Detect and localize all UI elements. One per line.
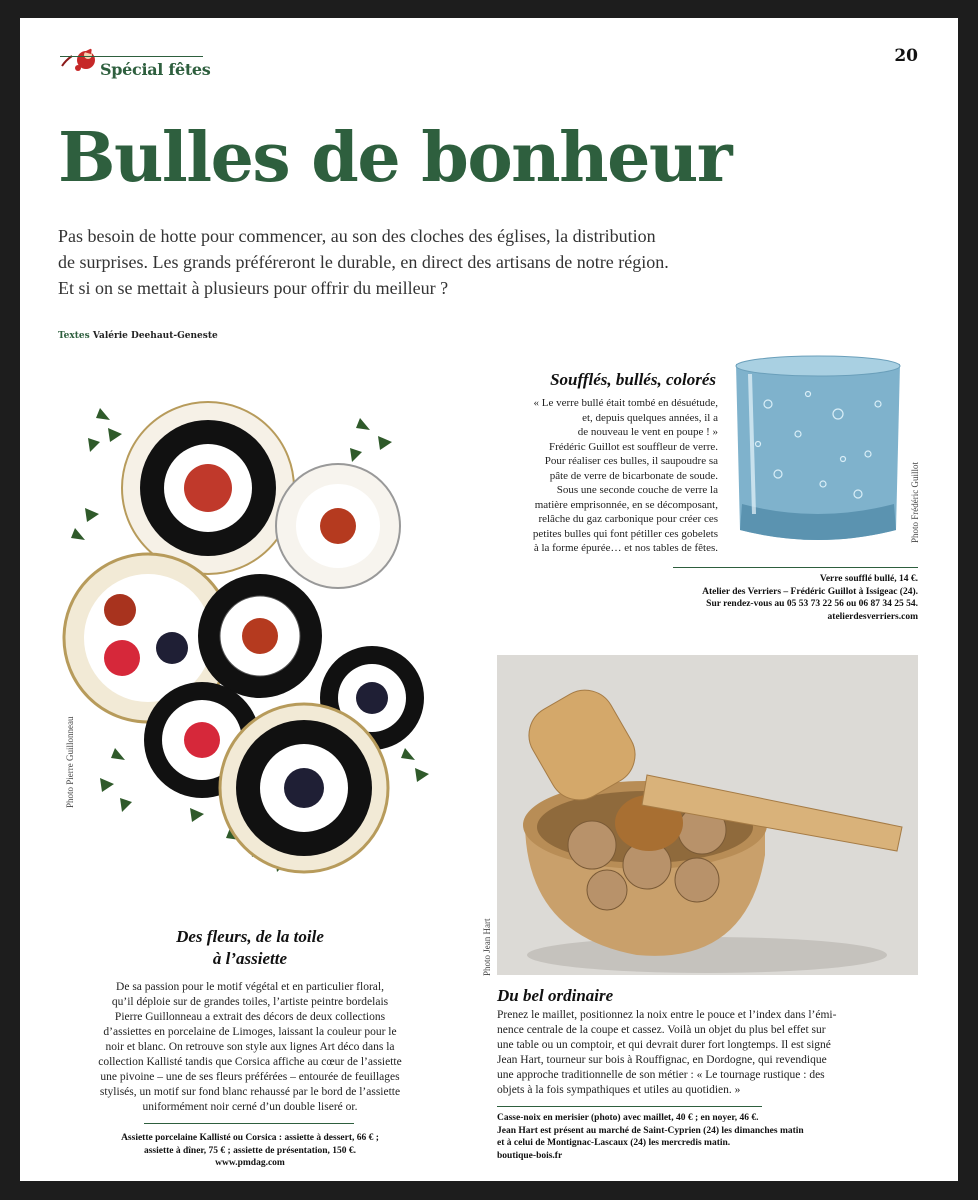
plate-kalliste-large bbox=[122, 402, 294, 574]
plates-photo bbox=[60, 388, 440, 888]
santa-icon bbox=[58, 46, 100, 76]
glass-photo-credit: Photo Frédéric Guillot bbox=[910, 462, 920, 543]
glass-caption-rule bbox=[673, 567, 918, 568]
plates-caption-rule bbox=[144, 1123, 354, 1124]
article-intro: Pas besoin de hotte pour commencer, au son des cloches des églises, la distribution de surprises. Les grands préféreront le durable, en direct des artisans de notre région. Et si on se mettait à plusieurs pour offrir du meilleur ? bbox=[58, 226, 669, 298]
plate-black-rim bbox=[198, 574, 322, 698]
plate-corsica-small bbox=[276, 464, 400, 588]
page-number: 20 bbox=[894, 46, 918, 66]
glass-caption: Verre soufflé bullé, 14 €. Atelier des Verriers – Frédéric Guillot à Issigeac (24). Sur rendez-vous au 05 53 73 22 56 ou 06 87 34 25 54. atelierdesverriers.com bbox=[702, 574, 918, 622]
nutcracker-caption-rule bbox=[497, 1106, 762, 1107]
glass-text: « Le verre bullé était tombé en désuétude, et, depuis quelques années, il a de nouveau le vent en poupe ! » Frédéric Guillot est souffleur de verre. Pour réaliser ces bulles, il saupoudre sa pâte de verre de bicarbonate de soude. Sous une seconde couche de verre la matière emprisonnée, en se décomposant, relâche du gaz carbonique pour créer ces petites bulles qui font pétiller ces gobelets à la forme épurée… et nos tables de fêtes. bbox=[532, 397, 718, 554]
nutcracker-heading: Du bel ordinaire bbox=[497, 986, 614, 1005]
plates-text: De sa passion pour le motif végétal et en particulier floral, qu’il déploie sur de grandes toiles, l’artiste peintre bordelais Pierre Guillonneau a extrait des décors de deux collections d’assiettes en porcelaine de Limoges, laissant la couleur pour le noir et blanc. On retrouve son style aux lignes Art déco dans la collection Kallisté tandis que Corsica affiche au cœur de l’assiette une pivoine – une de ses fleurs préférées – entourée de feuillages stylisés, un motif sur fond blanc rehaussé par le bord de l’assiette uniformément noir cerné d’un double liseré or. bbox=[98, 981, 402, 1113]
plates-heading-line2: à l’assiette bbox=[212, 949, 288, 968]
plates-photo-credit: Photo Pierre Guillonneau bbox=[65, 716, 75, 808]
rubric-rule bbox=[60, 56, 203, 57]
plates-caption: Assiette porcelaine Kallisté ou Corsica : assiette à dessert, 66 € ; assiette à dîner, 75 € ; assiette de présentation, 150 €. www.pmdag.com bbox=[121, 1133, 379, 1168]
glass-heading: Soufflés, bullés, colorés bbox=[550, 370, 716, 389]
byline bbox=[58, 331, 218, 341]
bubble-glass-photo bbox=[728, 354, 908, 550]
plates-heading-line1: Des fleurs, de la toile bbox=[176, 927, 324, 946]
nutcracker-caption: Casse-noix en merisier (photo) avec maillet, 40 € ; en noyer, 46 €. Jean Hart est présent au marché de Saint-Cyprien (24) les dimanches matin et à celui de Montignac-Lascaux (24) les mercredis matin. boutique-bois.fr bbox=[497, 1113, 804, 1161]
byline-label: Textes bbox=[58, 331, 90, 341]
byline-author: Valérie Deehaut-Geneste bbox=[92, 331, 218, 341]
plate-presentation bbox=[220, 704, 388, 872]
plates-heading bbox=[60, 926, 440, 970]
nutcracker-photo bbox=[497, 655, 918, 975]
magazine-page bbox=[20, 18, 958, 1181]
article-title: Bulles de bonheur bbox=[58, 118, 732, 198]
nutcracker-text: Prenez le maillet, positionnez la noix entre le pouce et l’index dans l’émi- nence centrale de la coupe et cassez. Voilà un objet du plus bel effet sur une table ou un comptoir, et qui devrait durer fort longtemps. Il est signé Jean Hart, tourneur sur bois à Rouffignac, en Dordogne, qui revendique une approche traditionnelle de son métier : « Le tournage rustique : des objets à la fois sympathiques et utiles au quotidien. » bbox=[497, 1009, 837, 1096]
nutcracker-photo-credit: Photo Jean Hart bbox=[482, 918, 492, 976]
rubric-label: Spécial fêtes bbox=[100, 60, 211, 79]
